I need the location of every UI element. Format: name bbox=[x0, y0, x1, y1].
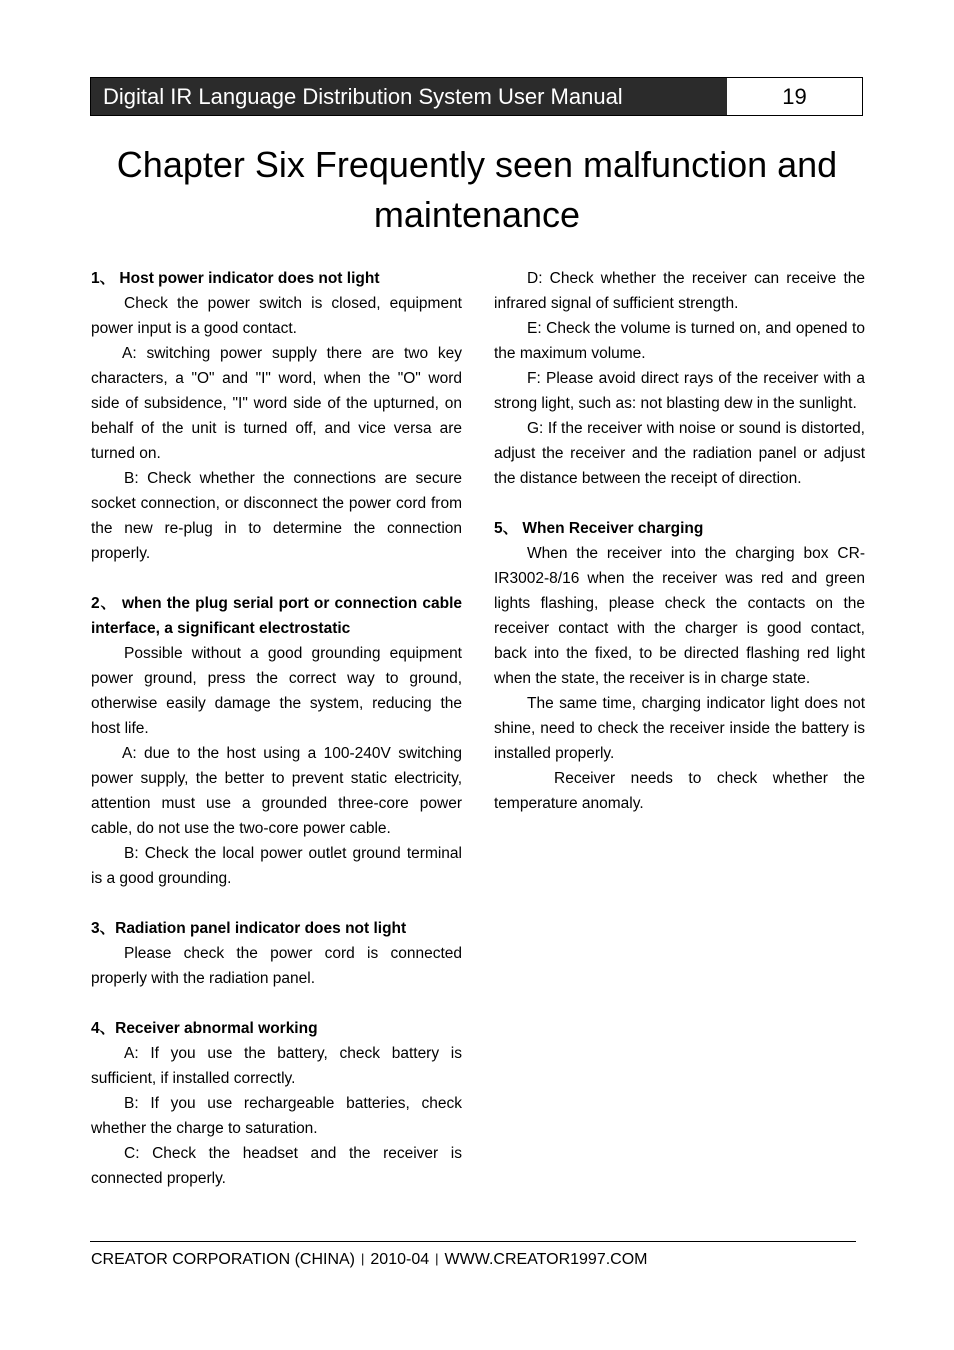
left-column bbox=[91, 266, 462, 1191]
paragraph: A: due to the host using a 100-240V switching power supply, the better to prevent static electricity, attention must use a grounded three-core power cable, do not use the two-core power cable. bbox=[91, 745, 462, 837]
section-heading-4: 4、Receiver abnormal working bbox=[91, 1020, 318, 1037]
paragraph: A: switching power supply there are two key characters, a "O" and "I" word, when the "O" word side of subsidence, "I" word side of the upturned, on behalf of the unit is turned off, and vice versa are turned on. bbox=[91, 345, 462, 462]
paragraph: A: If you use the battery, check battery is sufficient, if installed correctly. bbox=[91, 1045, 462, 1087]
manual-title: Digital IR Language Distribution System User Manual bbox=[91, 78, 727, 115]
section-heading-5: 5、 When Receiver charging bbox=[494, 520, 704, 537]
page-footer bbox=[91, 1249, 648, 1271]
paragraph: B: If you use rechargeable batteries, check whether the charge to saturation. bbox=[91, 1095, 462, 1137]
section-heading-1: 1、 Host power indicator does not light bbox=[91, 270, 380, 287]
paragraph: Check the power switch is closed, equipment power input is a good contact. bbox=[91, 295, 462, 337]
footer-divider bbox=[90, 1241, 856, 1242]
footer-separator: | bbox=[435, 1251, 439, 1266]
paragraph: B: Check the local power outlet ground terminal is a good grounding. bbox=[91, 845, 462, 887]
paragraph: D: Check whether the receiver can receive the infrared signal of sufficient strength. bbox=[494, 270, 865, 312]
footer-website: WWW.CREATOR1997.COM bbox=[444, 1251, 648, 1268]
section-heading-2: 2、 when the plug serial port or connection cable interface, a significant electrostatic bbox=[91, 595, 462, 637]
paragraph: E: Check the volume is turned on, and opened to the maximum volume. bbox=[494, 320, 865, 362]
paragraph: B: Check whether the connections are secure socket connection, or disconnect the power cord from the new re-plug in to determine the connection properly. bbox=[91, 470, 462, 562]
paragraph: G: If the receiver with noise or sound is distorted, adjust the receiver and the radiation panel or adjust the distance between the receipt of direction. bbox=[494, 420, 865, 487]
chapter-title: Chapter Six Frequently seen malfunction and maintenance bbox=[116, 144, 838, 235]
paragraph: Please check the power cord is connected properly with the radiation panel. bbox=[91, 945, 462, 987]
paragraph: Possible without a good grounding equipment power ground, press the correct way to ground, otherwise easily damage the system, reducing the host life. bbox=[91, 645, 462, 737]
section-heading-3: 3、Radiation panel indicator does not light bbox=[91, 920, 407, 937]
paragraph: Receiver needs to check whether the temperature anomaly. bbox=[494, 770, 865, 812]
page-header bbox=[90, 77, 863, 116]
paragraph: The same time, charging indicator light does not shine, need to check the receiver inside the battery is installed properly. bbox=[494, 695, 865, 762]
page-number: 19 bbox=[782, 84, 807, 109]
footer-separator: | bbox=[361, 1251, 365, 1266]
paragraph: C: Check the headset and the receiver is connected properly. bbox=[91, 1145, 462, 1187]
footer-date: 2010-04 bbox=[370, 1251, 430, 1268]
paragraph: When the receiver into the charging box CR-IR3002-8/16 when the receiver was red and green lights flashing, please check the contacts on the receiver contact with the charger is good contact, back into the fixed, to be directed flashing red light when the state, the receiver is in charge state. bbox=[494, 545, 865, 687]
right-column bbox=[494, 266, 865, 816]
paragraph: F: Please avoid direct rays of the receiver with a strong light, such as: not blasting dew in the sunlight. bbox=[494, 370, 865, 412]
footer-company: CREATOR CORPORATION (CHINA) bbox=[91, 1251, 356, 1268]
